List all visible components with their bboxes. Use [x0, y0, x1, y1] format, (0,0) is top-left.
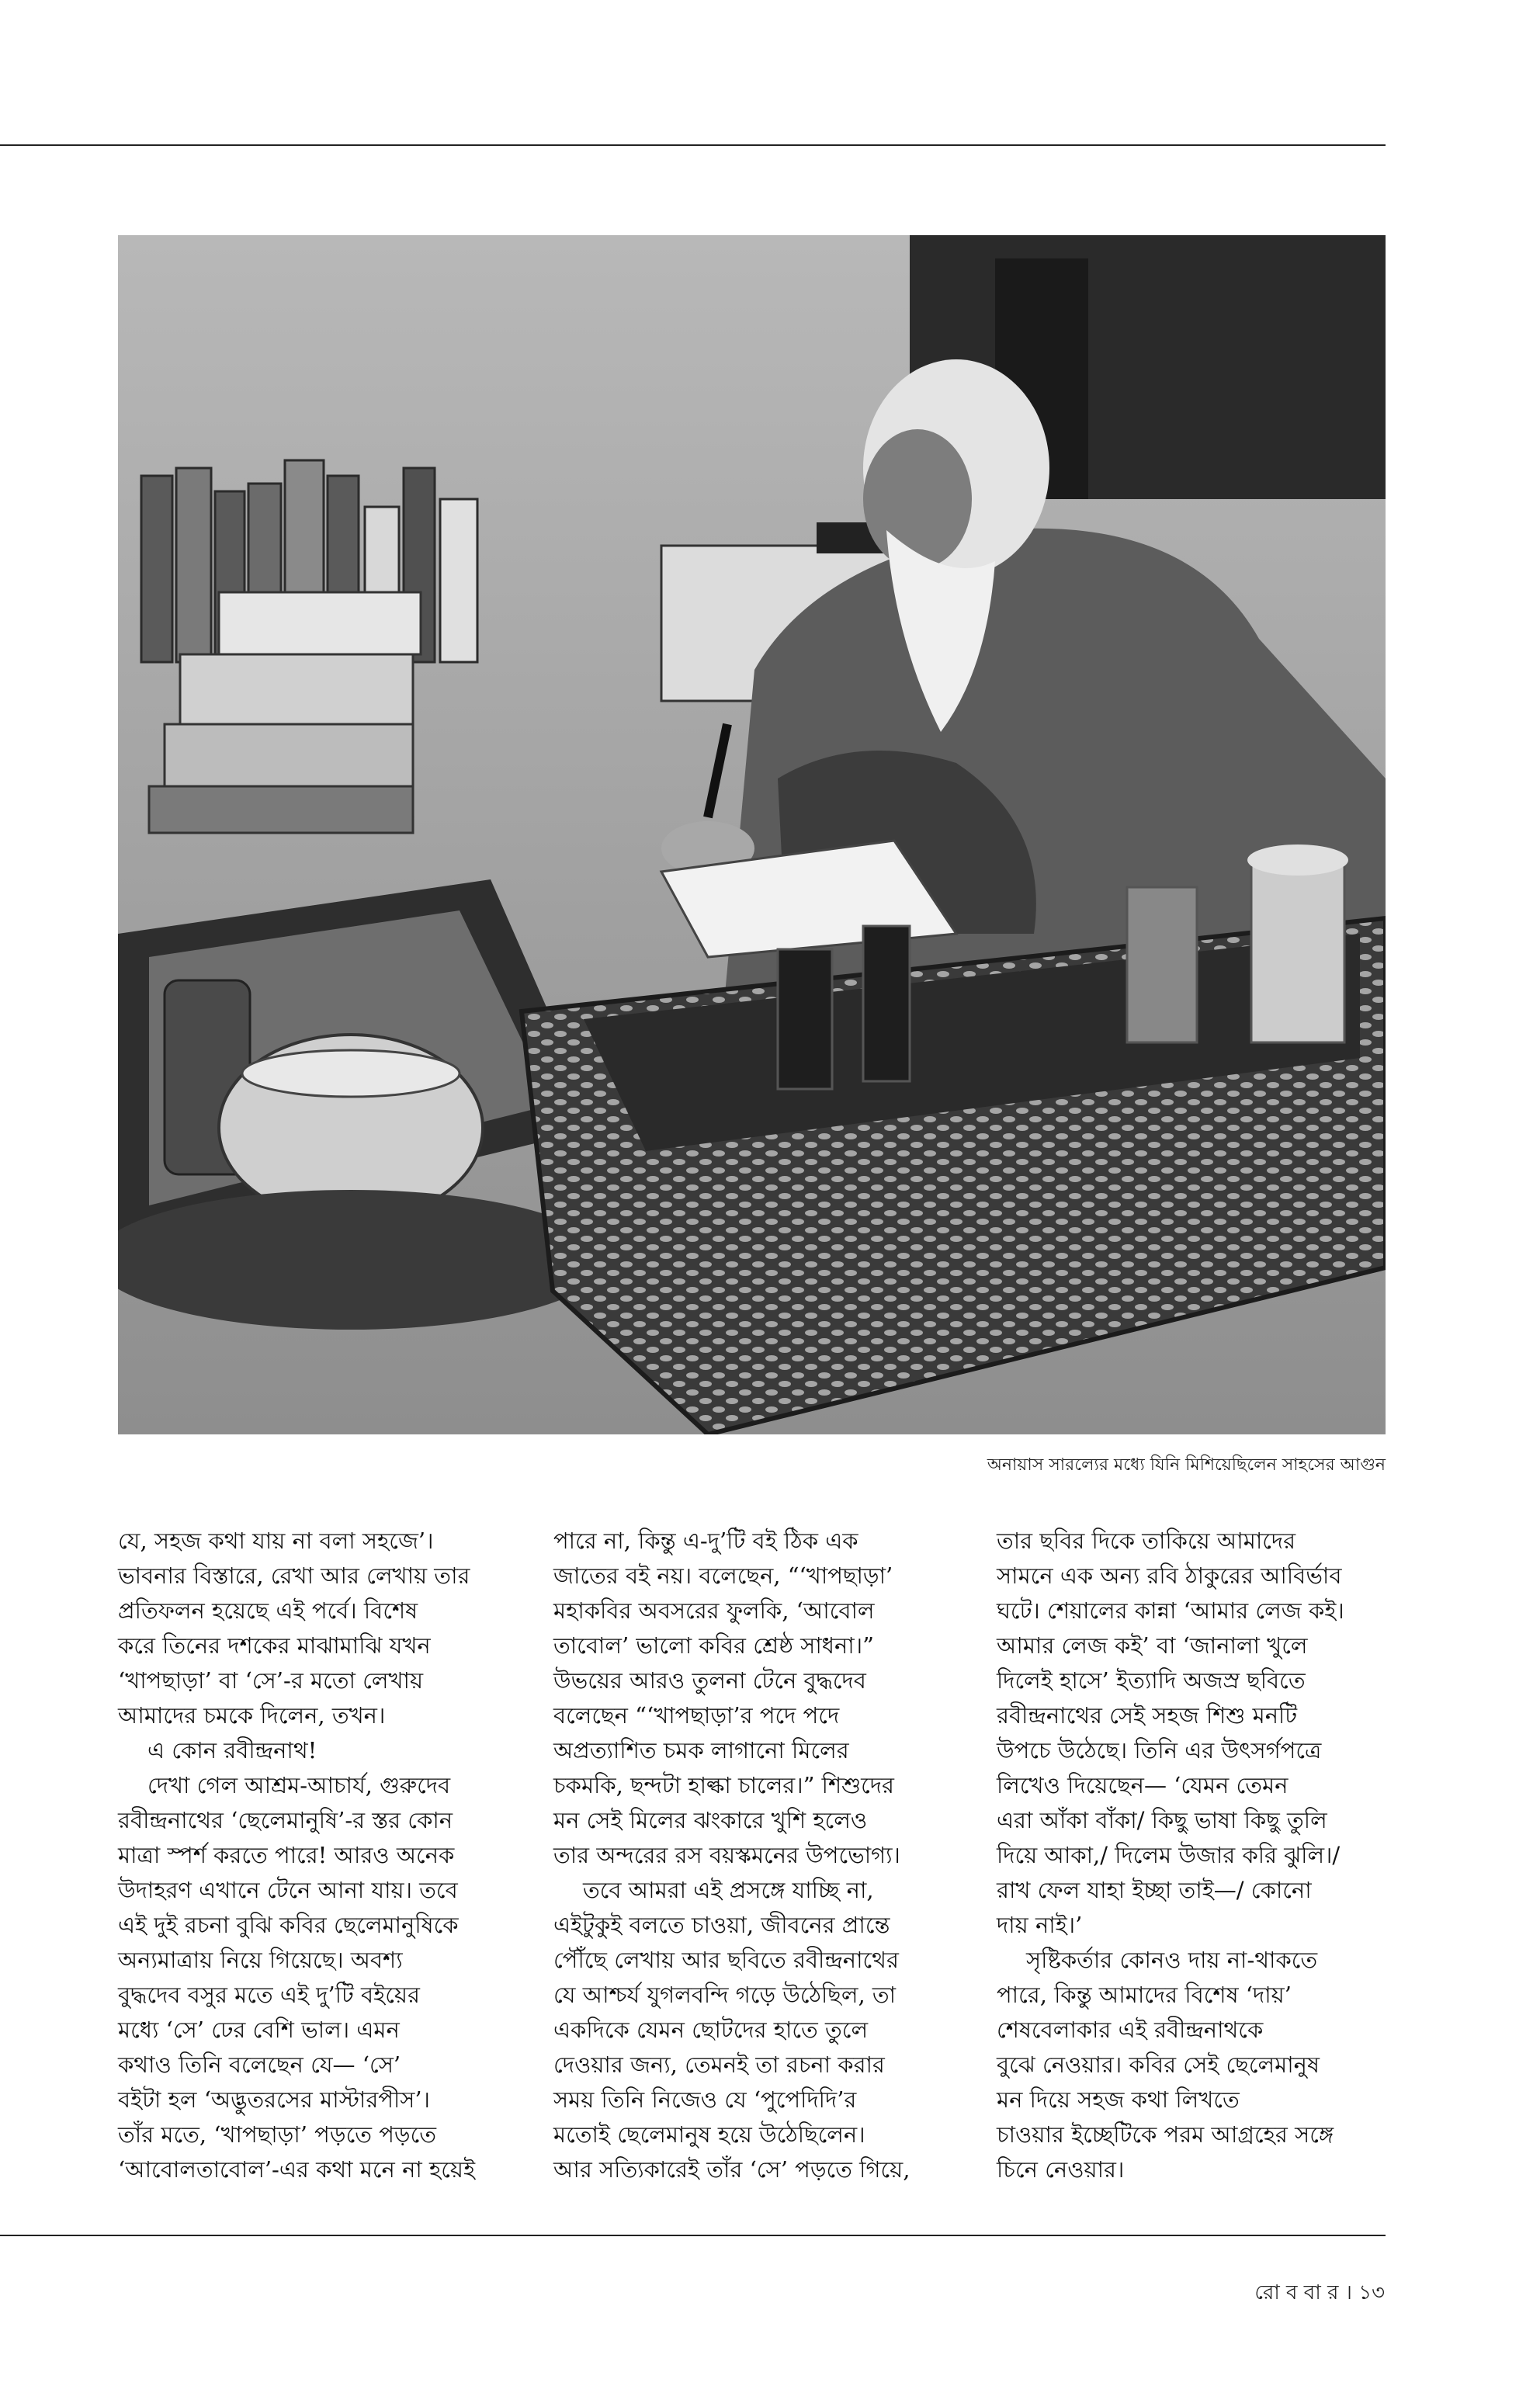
text-line: চকমকি, ছন্দটা হাল্কা চালের।” শিশুদের	[553, 1772, 894, 1798]
photo-icon	[118, 235, 1386, 1434]
text-line: আর সত্যিকারেই তাঁর ‘সে’ পড়তে গিয়ে,	[553, 2156, 910, 2183]
text-line: দিয়ে আকা,/ দিলেম উজার করি ঝুলি।/	[997, 1842, 1341, 1868]
text-line: করে তিনের দশকের মাঝামাঝি যখন	[118, 1632, 431, 1659]
photo-caption: অনায়াস সারল্যের মধ্যে যিনি মিশিয়েছিলেন সাহসের আগুন	[987, 1455, 1386, 1475]
text-line: রাখ ফেল যাহা ইচ্ছা তাই—/ কোনো	[997, 1877, 1312, 1903]
text-line: ‘খাপছাড়া’ বা ‘সে’-র মতো লেখায়	[118, 1667, 424, 1694]
text-line: তাঁর মতে, ‘খাপছাড়া’ পড়তে পড়তে	[118, 2121, 437, 2148]
text-line: দেখা গেল আশ্রম-আচার্য, গুরুদেব	[147, 1772, 451, 1798]
text-line: তার ছবির দিকে তাকিয়ে আমাদের	[997, 1528, 1296, 1554]
text-line: মতোই ছেলেমানুষ হয়ে উঠেছিলেন।	[553, 2121, 865, 2148]
text-line: সামনে এক অন্য রবি ঠাকুরের আবির্ভাব	[997, 1562, 1342, 1589]
text-line: তবে আমরা এই প্রসঙ্গে যাচ্ছি না,	[583, 1877, 874, 1903]
text-line: মন সেই মিলের ঝংকারে খুশি হলেও	[553, 1807, 868, 1833]
text-line: রবীন্দ্রনাথের ‘ছেলেমানুষি’-র স্তর কোন	[118, 1807, 453, 1833]
text-line: চাওয়ার ইচ্ছেটিকে পরম আগ্রহের সঙ্গে	[997, 2121, 1334, 2148]
text-line: ভাবনার বিস্তারে, রেখা আর লেখায় তার	[118, 1562, 470, 1589]
text-line: এইটুকুই বলতে চাওয়া, জীবনের প্রান্তে	[553, 1912, 890, 1938]
text-line: আমাদের চমকে দিলেন, তখন।	[118, 1702, 386, 1729]
text-line: উভয়ের আরও তুলনা টেনে বুদ্ধদেব	[553, 1667, 866, 1694]
page-footer	[1254, 2277, 1385, 2311]
article-column-2	[553, 1524, 965, 2187]
text-line: লিখেও দিয়েছেন— ‘যেমন তেমন	[997, 1772, 1289, 1798]
text-line: কথাও তিনি বলেছেন যে— ‘সে’	[118, 2051, 401, 2078]
text-line: সৃষ্টিকর্তার কোনও দায় না-থাকতে	[1026, 1947, 1318, 1973]
text-line: এ কোন রবীন্দ্রনাথ!	[147, 1737, 317, 1764]
photo	[118, 235, 1386, 1434]
text-line: বইটা হল ‘অদ্ভুতরসের মাস্টারপীস’।	[118, 2086, 431, 2113]
text-line: এরা আঁকা বাঁকা/ কিছু ভাষা কিছু তুলি	[997, 1807, 1327, 1833]
text-line: ঘটে। শেয়ালের কান্না ‘আমার লেজ কই।	[997, 1597, 1344, 1624]
text-line: একদিকে যেমন ছোটদের হাতে তুলে	[553, 2017, 869, 2043]
footer-separator: ।	[1344, 2281, 1352, 2305]
article-column-3	[997, 1524, 1385, 2187]
text-line: বুঝে নেওয়ার। কবির সেই ছেলেমানুষ	[997, 2051, 1320, 2078]
text-line: তার অন্দরের রস বয়স্কমনের উপভোগ্য।	[553, 1842, 900, 1868]
top-rule	[0, 144, 1386, 146]
text-line: অপ্রত্যাশিত চমক লাগানো মিলের	[553, 1737, 849, 1764]
text-line: যে, সহজ কথা যায় না বলা সহজে’।	[118, 1528, 434, 1554]
text-line: মাত্রা স্পর্শ করতে পারে! আরও অনেক	[118, 1842, 455, 1868]
text-line: মন দিয়ে সহজ কথা লিখতে	[997, 2086, 1240, 2113]
article-column-1	[118, 1524, 522, 2187]
text-line: জাতের বই নয়। বলেছেন, “‘খাপছাড়া’	[553, 1562, 893, 1589]
text-line: এই দুই রচনা বুঝি কবির ছেলেমানুষিকে	[118, 1912, 459, 1938]
text-line: দায় নাই।’	[997, 1912, 1083, 1938]
text-line: পৌঁছে লেখায় আর ছবিতে রবীন্দ্রনাথের	[553, 1947, 899, 1973]
text-line: অন্যমাত্রায় নিয়ে গিয়েছে। অবশ্য	[118, 1947, 403, 1973]
text-line: পারে না, কিন্তু এ-দু’টি বই ঠিক এক	[553, 1528, 858, 1554]
text-line: যে আশ্চর্য যুগলবন্দি গড়ে উঠেছিল, তা	[553, 1982, 897, 2008]
text-line: ‘আবোলতাবোল’-এর কথা মনে না হয়েই	[118, 2156, 476, 2183]
text-line: প্রতিফলন হয়েছে এই পর্বে। বিশেষ	[118, 1597, 418, 1624]
text-line: সময় তিনি নিজেও যে ‘পুপেদিদি’র	[553, 2086, 857, 2113]
text-line: পারে, কিন্তু আমাদের বিশেষ ‘দায়’	[997, 1982, 1292, 2008]
text-line: শেষবেলাকার এই রবীন্দ্রনাথকে	[997, 2017, 1264, 2043]
page-number: ১৩	[1358, 2281, 1385, 2305]
text-line: তাবোল’ ভালো কবির শ্রেষ্ঠ সাধনা।”	[553, 1632, 874, 1659]
bottom-rule	[0, 2235, 1386, 2236]
text-line: দিলেই হাসে’ ইত্যাদি অজস্র ছবিতে	[997, 1667, 1306, 1694]
text-line: দেওয়ার জন্য, তেমনই তা রচনা করার	[553, 2051, 885, 2078]
text-line: মধ্যে ‘সে’ ঢের বেশি ভাল। এমন	[118, 2017, 400, 2043]
text-line: আমার লেজ কই’ বা ‘জানালা খুলে	[997, 1632, 1308, 1659]
text-line: বুদ্ধদেব বসুর মতে এই দু’টি বইয়ের	[118, 1982, 420, 2008]
text-line: বলেছেন “‘খাপছাড়া’র পদে পদে	[553, 1702, 840, 1729]
text-line: উদাহরণ এখানে টেনে আনা যায়। তবে	[118, 1877, 458, 1903]
text-line: রবীন্দ্রনাথের সেই সহজ শিশু মনটি	[997, 1702, 1298, 1729]
publication-name: রো ব বা র	[1254, 2281, 1339, 2305]
text-line: মহাকবির অবসরের ফুলকি, ‘আবোল	[553, 1597, 875, 1624]
text-line: উপচে উঠেছে। তিনি এর উৎসর্গপত্রে	[997, 1737, 1322, 1764]
text-line: চিনে নেওয়ার।	[997, 2156, 1125, 2183]
